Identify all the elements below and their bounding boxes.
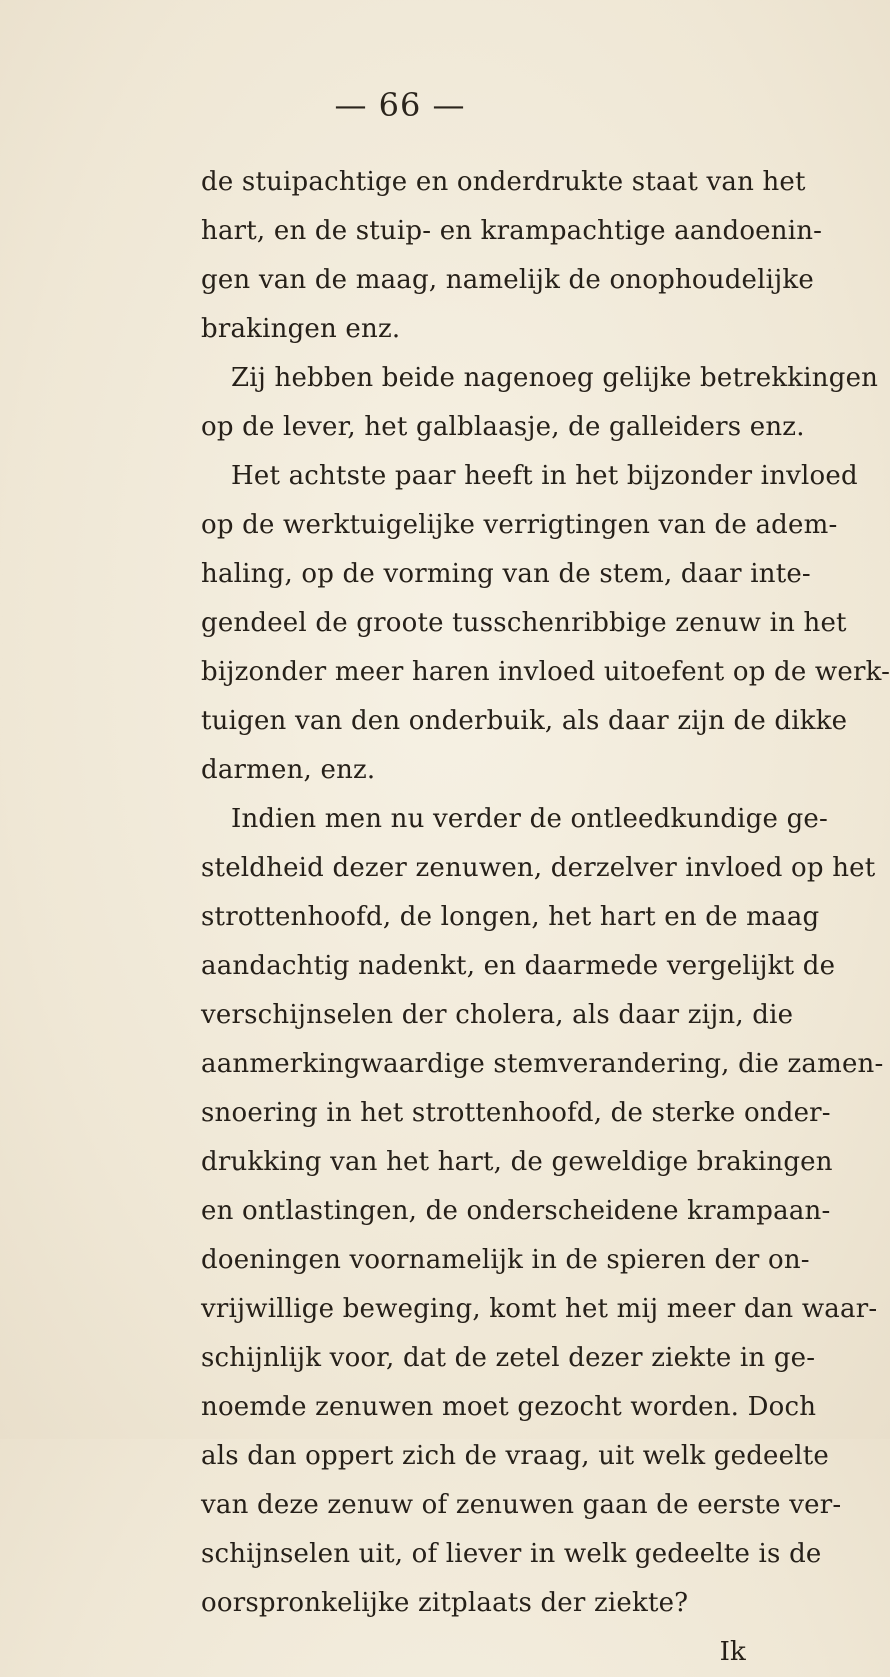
paragraph-start-line: Het achtste paar heeft in het bijzonder invloed [231, 461, 858, 491]
text-line: haling, op de vorming van de stem, daar inte- [201, 559, 811, 589]
text-line: vrijwillige beweging, komt het mij meer dan waar- [201, 1294, 878, 1324]
text-line: noemde zenuwen moet gezocht worden. Doch [201, 1392, 817, 1422]
text-line: op de werktuigelijke verrigtingen van de adem- [201, 510, 838, 540]
paragraph-start-line: Zij hebben beide nagenoeg gelijke betrekkingen [231, 363, 879, 393]
page-number: — 66 — [334, 86, 466, 124]
text-line: darmen, enz. [201, 755, 376, 785]
text-line: brakingen enz. [201, 314, 401, 344]
text-line: van deze zenuw of zenuwen gaan de eerste ver- [201, 1490, 842, 1520]
text-line: aandachtig nadenkt, en daarmede vergelijkt de [201, 951, 836, 981]
text-line: de stuipachtige en onderdrukte staat van het [201, 167, 806, 197]
text-line: tuigen van den onderbuik, als daar zijn de dikke [201, 706, 848, 736]
text-line: aanmerkingwaardige stemverandering, die zamen- [201, 1049, 884, 1079]
text-line: strottenhoofd, de longen, het hart en de maag [201, 902, 820, 932]
catchword: Ik [719, 1637, 746, 1667]
body-text [201, 158, 890, 1677]
text-line: oorspronkelijke zitplaats der ziekte? [201, 1588, 689, 1618]
text-line: schijnselen uit, of liever in welk gedeelte is de [201, 1539, 822, 1569]
text-line: op de lever, het galblaasje, de galleiders enz. [201, 412, 805, 442]
text-line: als dan oppert zich de vraag, uit welk gedeelte [201, 1441, 829, 1471]
text-line: gendeel de groote tusschenribbige zenuw in het [201, 608, 847, 638]
text-line: bijzonder meer haren invloed uitoefent op de werk- [201, 657, 890, 687]
text-line: gen van de maag, namelijk de onophoudelijke [201, 265, 814, 295]
text-line: en ontlastingen, de onderscheidene krampaan- [201, 1196, 831, 1226]
paragraph-start-line: Indien men nu verder de ontleedkundige ge- [231, 804, 828, 834]
text-line: drukking van het hart, de geweldige brakingen [201, 1147, 833, 1177]
text-line: schijnlijk voor, dat de zetel dezer ziekte in ge- [201, 1343, 816, 1373]
text-line: steldheid dezer zenuwen, derzelver invloed op het [201, 853, 876, 883]
text-line: verschijnselen der cholera, als daar zijn, die [201, 1000, 794, 1030]
text-line: snoering in het strottenhoofd, de sterke onder- [201, 1098, 831, 1128]
text-line: hart, en de stuip- en krampachtige aandoenin- [201, 216, 823, 246]
text-line: doeningen voornamelijk in de spieren der on- [201, 1245, 810, 1275]
